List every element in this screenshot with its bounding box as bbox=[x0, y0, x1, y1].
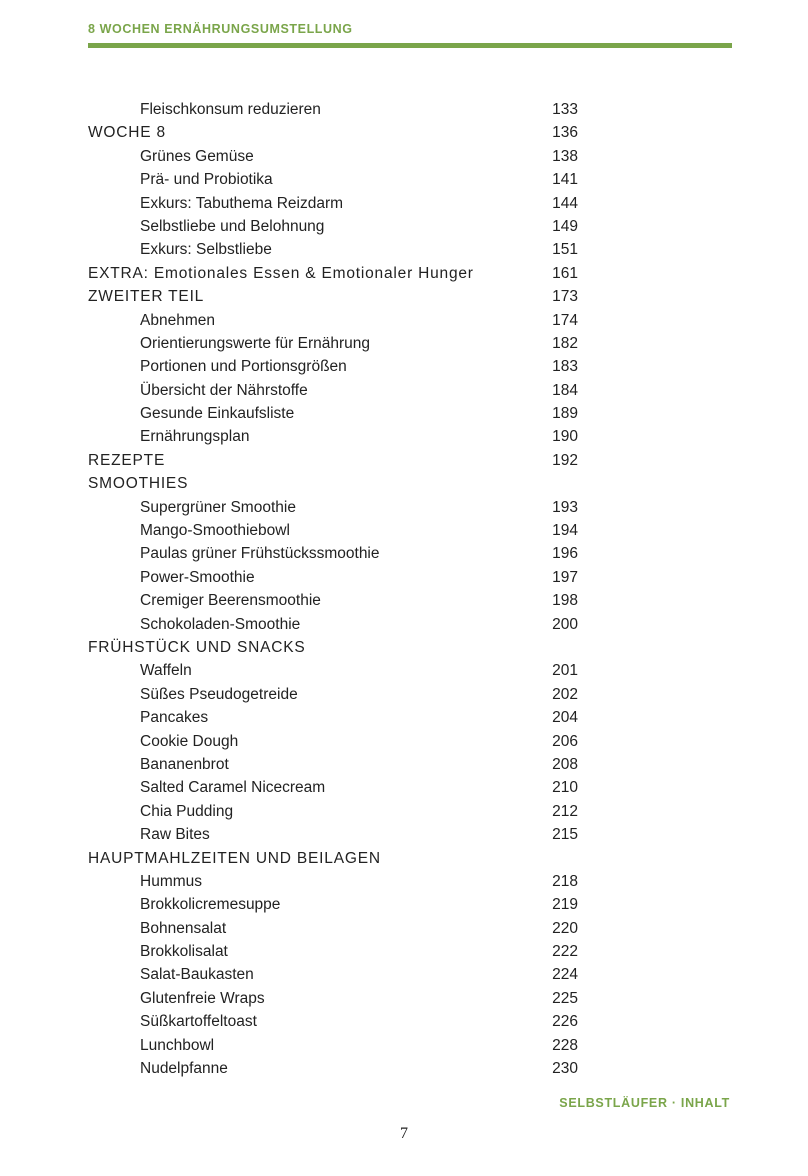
toc-entry bbox=[88, 940, 588, 963]
toc-entry-title: Orientierungswerte für Ernährung bbox=[140, 334, 371, 352]
toc-entry bbox=[88, 589, 588, 612]
toc-entry bbox=[88, 402, 588, 425]
toc-entry-title: Waffeln bbox=[140, 662, 192, 680]
toc-entry-page: 189 bbox=[552, 405, 578, 423]
toc-entry-page: 201 bbox=[552, 662, 578, 680]
toc-entry-title: Bohnensalat bbox=[140, 919, 227, 937]
toc-entry-title: Supergrüner Smoothie bbox=[140, 498, 296, 516]
toc-entry bbox=[88, 753, 588, 776]
toc-entry bbox=[88, 145, 588, 168]
toc-entry bbox=[88, 238, 588, 261]
toc-entry-page: 202 bbox=[552, 685, 578, 703]
toc-entry-title: REZEPTE bbox=[88, 451, 166, 469]
toc-entry bbox=[88, 613, 588, 636]
toc-entry-title: Bananenbrot bbox=[140, 755, 229, 773]
toc-entry bbox=[88, 168, 588, 191]
toc-entry-title: Süßkartoffeltoast bbox=[140, 1013, 257, 1031]
toc-entry bbox=[88, 1057, 588, 1080]
toc-entry-title: Grünes Gemüse bbox=[140, 147, 254, 165]
toc-entry bbox=[88, 332, 588, 355]
toc-entry-page: 220 bbox=[552, 919, 578, 937]
toc-entry-page: 141 bbox=[552, 171, 578, 189]
toc-entry-title: Fleischkonsum reduzieren bbox=[140, 101, 321, 118]
toc-entry-page: 222 bbox=[552, 943, 578, 961]
toc-section-entry bbox=[88, 121, 588, 144]
header-rule bbox=[88, 43, 732, 48]
toc-entry-page: 149 bbox=[552, 217, 578, 235]
toc-entry bbox=[88, 893, 588, 916]
toc-entry-title: Übersicht der Nährstoffe bbox=[140, 381, 308, 399]
toc-entry bbox=[88, 215, 588, 238]
toc-entry-page: 190 bbox=[552, 428, 578, 446]
toc-entry-title: Glutenfreie Wraps bbox=[140, 989, 265, 1007]
toc-entry bbox=[88, 566, 588, 589]
toc-entry-title: Exkurs: Tabuthema Reizdarm bbox=[140, 194, 344, 212]
toc-entry-page: 210 bbox=[552, 779, 578, 797]
toc-entry-title: Lunchbowl bbox=[140, 1036, 215, 1054]
toc-entry-page: 226 bbox=[552, 1013, 578, 1031]
toc-entry-page: 197 bbox=[552, 568, 578, 586]
toc-entry-page: 228 bbox=[552, 1036, 578, 1054]
toc-entry-title: WOCHE 8 bbox=[88, 124, 166, 142]
toc-entry bbox=[88, 309, 588, 332]
toc-entry-page: 208 bbox=[552, 755, 578, 773]
running-header-title: 8 WOCHEN ERNÄHRUNGSUMSTELLUNG bbox=[88, 22, 353, 36]
toc-entry-title: Ernährungsplan bbox=[140, 428, 250, 446]
toc-entry bbox=[88, 917, 588, 940]
toc-entry-page: 218 bbox=[552, 872, 578, 890]
toc-entry-title: Gesunde Einkaufsliste bbox=[140, 405, 295, 423]
running-footer-title: SELBSTLÄUFER · INHALT bbox=[559, 1096, 730, 1110]
toc-entry-page: 196 bbox=[552, 545, 578, 563]
toc-entry bbox=[88, 192, 588, 215]
toc-entry-title: Paulas grüner Frühstückssmoothie bbox=[140, 545, 380, 563]
toc-entry-page: 230 bbox=[552, 1060, 578, 1078]
toc-entry bbox=[88, 659, 588, 682]
toc-entry-title: Nudelpfanne bbox=[140, 1060, 228, 1078]
toc-entry-page: 194 bbox=[552, 522, 578, 540]
toc-entry-page: 136 bbox=[552, 124, 578, 142]
toc-entry-page: 206 bbox=[552, 732, 578, 750]
toc-entry-page: 174 bbox=[552, 311, 578, 329]
toc-entry bbox=[88, 496, 588, 519]
table-of-contents bbox=[88, 98, 588, 1080]
toc-entry-page: 198 bbox=[552, 592, 578, 610]
toc-entry-title: Power-Smoothie bbox=[140, 568, 255, 586]
toc-entry-page: 182 bbox=[552, 334, 578, 352]
toc-entry-page: 151 bbox=[552, 241, 578, 259]
toc-entry-page: 219 bbox=[552, 896, 578, 914]
toc-entry-title: ZWEITER TEIL bbox=[88, 288, 205, 306]
toc-entry-page: 204 bbox=[552, 709, 578, 727]
toc-entry-title: Mango-Smoothiebowl bbox=[140, 522, 290, 540]
toc-entry bbox=[88, 800, 588, 823]
toc-entry-title: Brokkolisalat bbox=[140, 943, 228, 961]
toc-section-entry bbox=[88, 449, 588, 472]
toc-entry-title: Prä- und Probiotika bbox=[140, 171, 273, 189]
toc-entry-page: 138 bbox=[552, 147, 578, 165]
toc-entry bbox=[88, 963, 588, 986]
toc-entry-title: Hummus bbox=[140, 872, 203, 890]
toc-section-entry bbox=[88, 262, 588, 285]
toc-entry-title: Salted Caramel Nicecream bbox=[140, 779, 326, 797]
toc-entry-title: Cookie Dough bbox=[140, 732, 239, 750]
toc-entry-page: 184 bbox=[552, 381, 578, 399]
toc-entry bbox=[88, 98, 588, 121]
toc-entry-title: Exkurs: Selbstliebe bbox=[140, 241, 272, 259]
toc-entry-page: 133 bbox=[552, 101, 578, 118]
toc-entry-title: Brokkolicremesuppe bbox=[140, 896, 281, 914]
toc-entry-title: Süßes Pseudogetreide bbox=[140, 685, 298, 703]
toc-entry-title: Chia Pudding bbox=[140, 802, 234, 820]
toc-entry bbox=[88, 823, 588, 846]
toc-entry-page: 192 bbox=[552, 451, 578, 469]
toc-entry bbox=[88, 987, 588, 1010]
toc-entry bbox=[88, 870, 588, 893]
toc-entry-title: FRÜHSTÜCK UND SNACKS bbox=[88, 638, 306, 656]
toc-entry-title: Selbstliebe und Belohnung bbox=[140, 217, 325, 235]
toc-section-entry bbox=[88, 472, 588, 495]
toc-entry bbox=[88, 355, 588, 378]
toc-section-entry bbox=[88, 847, 588, 870]
toc-entry-page: 193 bbox=[552, 498, 578, 516]
page-number: 7 bbox=[400, 1125, 408, 1142]
toc-entry-title: SMOOTHIES bbox=[88, 475, 189, 493]
toc-entry-page: 200 bbox=[552, 615, 578, 633]
toc-entry-page: 225 bbox=[552, 989, 578, 1007]
toc-entry bbox=[88, 519, 588, 542]
toc-entry bbox=[88, 1034, 588, 1057]
toc-entry-title: EXTRA: Emotionales Essen & Emotionaler Hunger bbox=[88, 264, 474, 282]
toc-entry bbox=[88, 379, 588, 402]
toc-entry bbox=[88, 425, 588, 448]
toc-entry-title: Raw Bites bbox=[140, 826, 210, 844]
toc-entry bbox=[88, 1010, 588, 1033]
toc-entry bbox=[88, 683, 588, 706]
toc-entry-title: Schokoladen-Smoothie bbox=[140, 615, 301, 633]
toc-section-entry bbox=[88, 285, 588, 308]
toc-section-entry bbox=[88, 636, 588, 659]
toc-entry-title: Cremiger Beerensmoothie bbox=[140, 592, 321, 610]
running-header bbox=[88, 22, 732, 48]
toc-entry-page: 161 bbox=[552, 264, 578, 282]
toc-entry-title: Salat-Baukasten bbox=[140, 966, 254, 984]
toc-entry-title: Abnehmen bbox=[140, 311, 215, 329]
toc-entry-page: 212 bbox=[552, 802, 578, 820]
toc-entry-page: 173 bbox=[552, 288, 578, 306]
toc-entry bbox=[88, 730, 588, 753]
toc-entry-page: 215 bbox=[552, 826, 578, 844]
toc-entry-title: Portionen und Portionsgrößen bbox=[140, 358, 347, 376]
toc-entry-title: HAUPTMAHLZEITEN UND BEILAGEN bbox=[88, 849, 381, 867]
toc-entry bbox=[88, 706, 588, 729]
toc-entry-title: Pancakes bbox=[140, 709, 209, 727]
toc-entry bbox=[88, 542, 588, 565]
toc-entry-page: 183 bbox=[552, 358, 578, 376]
toc-entry bbox=[88, 776, 588, 799]
toc-entry-page: 144 bbox=[552, 194, 578, 212]
toc-entry-page: 224 bbox=[552, 966, 578, 984]
